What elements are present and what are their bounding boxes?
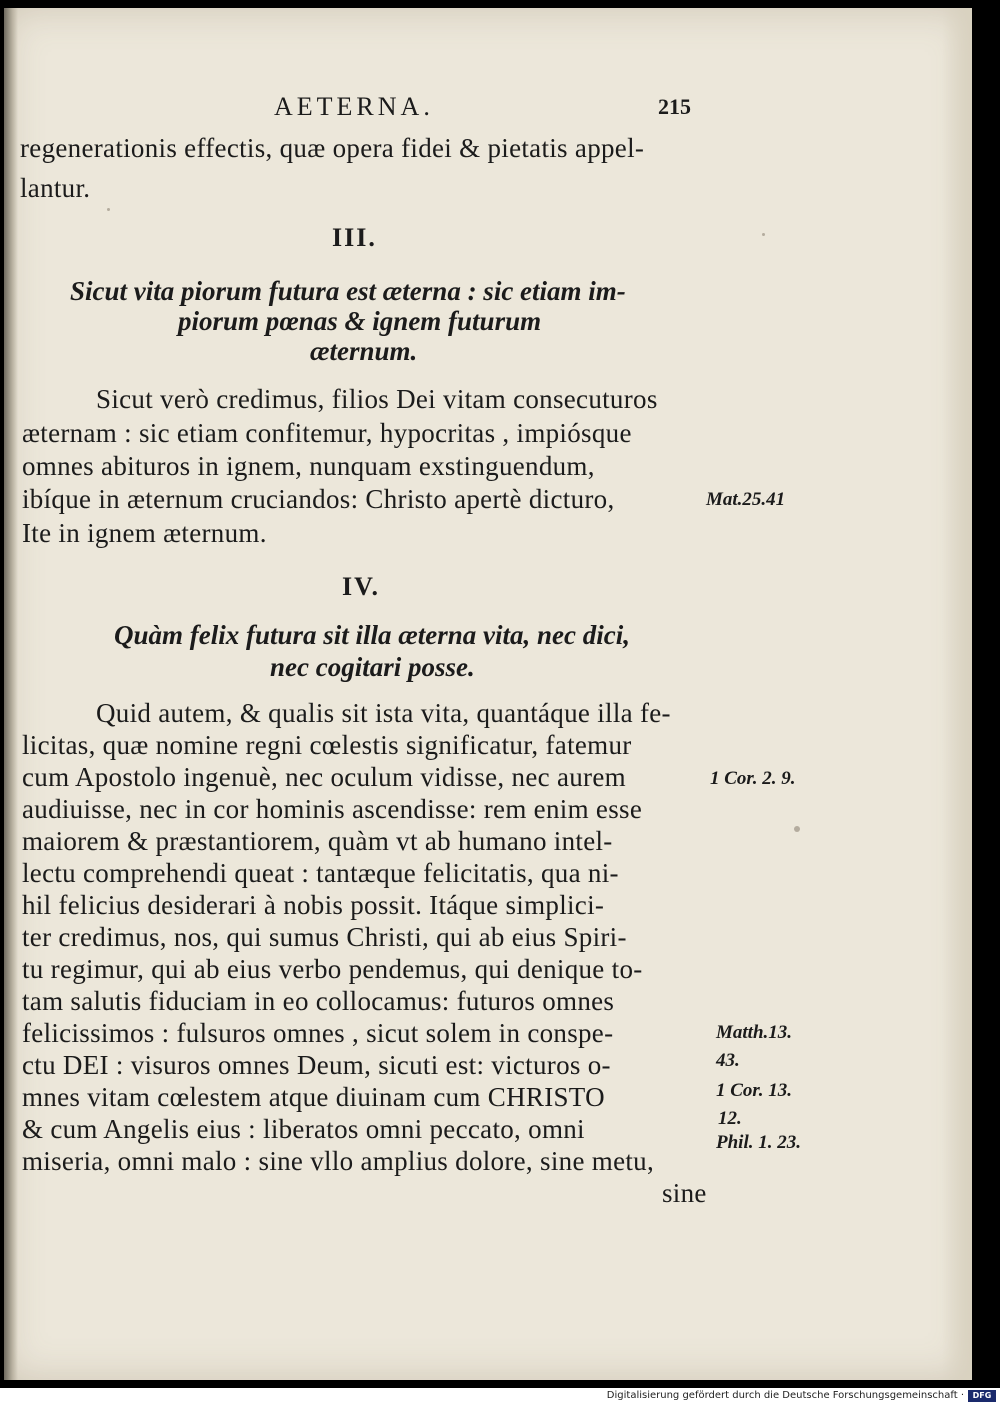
margin-note: Mat.25.41	[706, 489, 786, 510]
footer-credit: Digitalisierung gefördert durch die Deutsche Forschungsgemeinschaft ·	[606, 1390, 964, 1401]
text-line: mnes vitam cœlestem atque diuinam cum CHRISTO	[22, 1082, 605, 1112]
page-spine-shadow	[4, 8, 18, 1380]
running-head: AETERNA.	[274, 92, 434, 121]
section-heading-line: Sicut vita piorum futura est æterna : sic etiam im-	[70, 276, 626, 306]
text-line: miseria, omni malo : sine vllo amplius dolore, sine metu,	[22, 1146, 655, 1176]
book-page	[4, 8, 972, 1380]
page-number: 215	[658, 94, 691, 119]
ink-spot	[107, 208, 110, 211]
dfg-logo: DFG	[968, 1390, 996, 1402]
text-line: cum Apostolo ingenuè, nec oculum vidisse, nec aurem	[22, 762, 626, 792]
text-line: Ite in ignem æternum.	[22, 518, 267, 548]
text-line: audiuisse, nec in cor hominis ascendisse: rem enim esse	[22, 794, 643, 824]
text-line: Quid autem, & qualis sit ista vita, quantáque illa fe-	[96, 698, 671, 728]
margin-note: 12.	[718, 1108, 742, 1129]
text-line: licitas, quæ nomine regni cœlestis significatur, fatemur	[22, 730, 632, 760]
catchword: sine	[662, 1178, 707, 1208]
text-line: ter credimus, nos, qui sumus Christi, qui ab eius Spiri-	[22, 922, 627, 952]
text-line: tam salutis fiduciam in eo collocamus: futuros omnes	[22, 986, 615, 1016]
text-line: lectu comprehendi queat : tantæque felicitatis, qua ni-	[22, 858, 619, 888]
text-line: ibíque in æternum cruciandos: Christo apertè dicturo,	[22, 484, 615, 514]
section-heading-line: Quàm felix futura sit illa æterna vita, nec dici,	[114, 620, 631, 650]
text-line: tu regimur, qui ab eius verbo pendemus, qui denique to-	[22, 954, 643, 984]
margin-note: 1 Cor. 2. 9.	[710, 768, 796, 789]
margin-note: Phil. 1. 23.	[716, 1132, 801, 1153]
section-numeral: IV.	[342, 572, 381, 601]
text-line: felicissimos : fulsuros omnes , sicut solem in conspe-	[22, 1018, 614, 1048]
text-line: æternam : sic etiam confitemur, hypocritas , impiósque	[22, 418, 632, 448]
ink-spot	[794, 826, 800, 832]
margin-note: 1 Cor. 13.	[716, 1080, 793, 1101]
text-line: Sicut verò credimus, filios Dei vitam consecuturos	[96, 384, 658, 414]
text-line: hil felicius desiderari à nobis possit. Itáque simplici-	[22, 890, 605, 920]
margin-note: 43.	[716, 1050, 740, 1071]
text-line: lantur.	[20, 173, 91, 203]
section-heading-line: æternum.	[310, 336, 418, 366]
ink-spot	[762, 233, 765, 236]
text-line: omnes abituros in ignem, nunquam exstinguendum,	[22, 451, 595, 481]
text-line: ctu DEI : visuros omnes Deum, sicuti est: victuros o-	[22, 1050, 611, 1080]
margin-note: Matth.13.	[716, 1022, 793, 1043]
section-heading-line: piorum pœnas & ignem futurum	[178, 306, 542, 336]
page-fold-shadow	[942, 8, 972, 1380]
text-line: maiorem & præstantiorem, quàm vt ab humano intel-	[22, 826, 613, 856]
section-heading-line: nec cogitari posse.	[270, 652, 475, 682]
footer-bar	[0, 1388, 1000, 1405]
text-line: & cum Angelis eius : liberatos omni peccato, omni	[22, 1114, 585, 1144]
section-numeral: III.	[332, 223, 377, 252]
text-line: regenerationis effectis, quæ opera fidei & pietatis appel-	[20, 133, 645, 163]
